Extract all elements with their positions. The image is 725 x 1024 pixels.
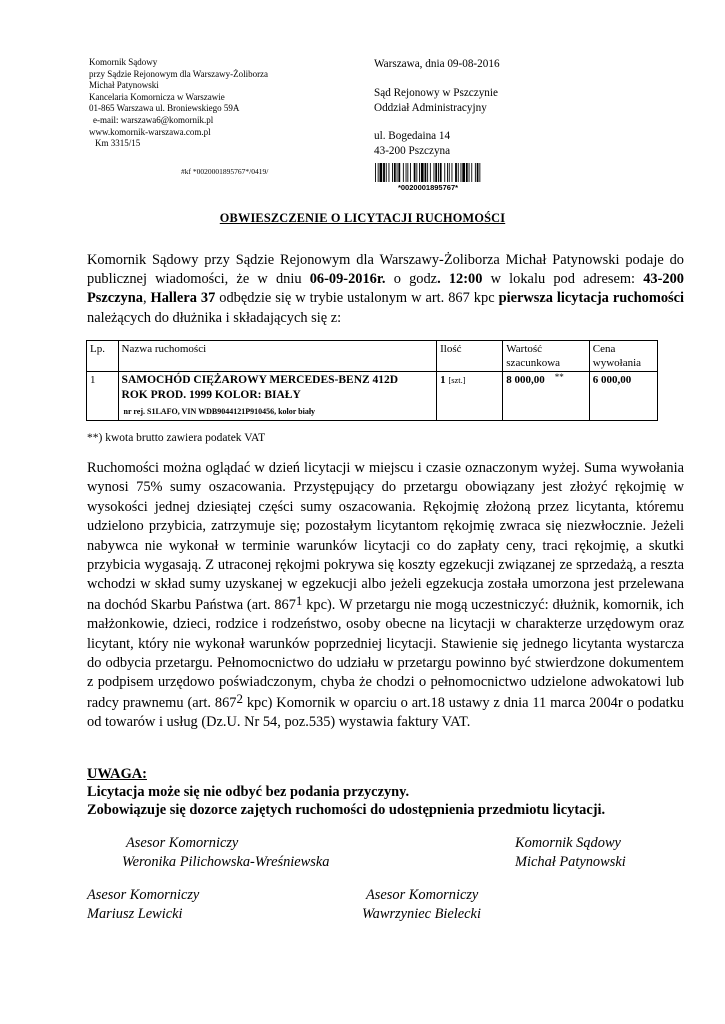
sender-email: e-mail: warszawa6@komornik.pl <box>93 114 214 125</box>
barcode-bar <box>392 163 393 182</box>
auction-date: 06-09-2016r. <box>309 271 386 288</box>
barcode-bar <box>466 163 468 182</box>
item-name-line: SAMOCHÓD CIĘŻAROWY MERCEDES-BENZ 412D <box>121 374 399 386</box>
barcode-bar <box>407 163 408 182</box>
reference-number: #kf *0020001895767*/0419/ <box>181 167 269 176</box>
barcode-bar <box>378 163 379 182</box>
header-lp: Lp. <box>87 341 119 372</box>
intro-text: , <box>142 290 151 307</box>
barcode-bar <box>419 163 420 182</box>
row-lp: 1 <box>87 372 119 421</box>
signature-name: Wawrzyniec Bielecki <box>362 906 481 922</box>
signature-block <box>515 834 626 872</box>
barcode-bar <box>380 163 383 182</box>
signature-block <box>362 886 481 924</box>
barcode-bar <box>469 163 470 182</box>
intro-text: odbędzie się w trybie ustalonym w art. 867 kpc <box>215 290 499 307</box>
intro-text: o godz <box>385 271 438 288</box>
intro-paragraph <box>87 251 684 328</box>
signature-name: Michał Patynowski <box>515 854 626 870</box>
value-footnote-mark: ** <box>554 372 564 382</box>
notice-heading: UWAGA: <box>87 766 147 782</box>
sender-line: przy Sądzie Rejonowym dla Warszawy-Żoliborza <box>89 68 269 79</box>
barcode-bar <box>403 163 404 182</box>
signature-block <box>87 886 199 924</box>
document-title: OBWIESZCZENIE O LICYTACJI RUCHOMOŚCI <box>219 211 506 225</box>
barcode-bar <box>449 163 450 182</box>
notice-block <box>87 765 605 819</box>
barcode-bar <box>414 163 416 182</box>
header-value: Wartość szacunkowa <box>503 341 590 372</box>
notice-line: Zobowiązuje się dozorce zajętych ruchomości do udostępnienia przedmiotu licytacji. <box>87 802 606 818</box>
barcode-bar <box>375 163 376 182</box>
article-superscript: 2 <box>236 690 243 706</box>
barcode-bar <box>394 163 396 182</box>
barcode-bar <box>416 163 417 182</box>
sender-line: Komornik Sądowy <box>89 57 158 67</box>
sender-line: Michał Patynowski <box>89 80 159 91</box>
auction-address-street: Hallera 37 <box>150 290 216 307</box>
barcode-bar <box>438 163 439 182</box>
sender-block <box>89 57 319 150</box>
barcode-bar <box>410 163 411 182</box>
barcode-bar <box>475 163 476 182</box>
row-value: 8 000,00 ** <box>503 372 590 421</box>
barcode-bar <box>447 163 448 182</box>
barcode-bar <box>458 163 459 182</box>
barcode-bar <box>398 163 400 182</box>
barcode-text: *0020001895767* <box>397 183 459 191</box>
items-table <box>86 340 658 421</box>
header-name: Nazwa ruchomości <box>118 341 437 372</box>
sender-website: www.komornik-warszawa.com.pl <box>89 126 211 137</box>
case-number: Km 3315/15 <box>95 138 141 149</box>
signature-role: Asesor Komorniczy <box>126 835 239 851</box>
sender-line: 01-865 Warszawa ul. Broniewskiego 59A <box>89 103 240 114</box>
auction-address-city: 43-200 Pszczyna <box>87 271 684 307</box>
barcode-bar <box>471 163 472 182</box>
barcode-bar <box>430 163 431 182</box>
recipient-name: Sąd Rejonowy w Pszczynie <box>374 87 498 99</box>
sender-line: Kancelaria Komornicza w Warszawie <box>89 91 225 102</box>
signature-name: Weronika Pilichowska-Wreśniewska <box>122 854 330 870</box>
barcode-bar <box>455 163 457 182</box>
barcode-bar <box>434 163 435 182</box>
barcode-bar <box>444 163 445 182</box>
header-price: Cena wywołania <box>589 341 657 372</box>
barcode-bar <box>397 163 398 182</box>
signature-name: Mariusz Lewicki <box>87 906 183 922</box>
recipient-dept: Oddział Administracyjny <box>374 102 487 114</box>
intro-text: w lokalu pod adresem: <box>482 271 644 288</box>
header-qty: Ilość <box>437 341 503 372</box>
barcode-bar <box>421 163 424 182</box>
barcode <box>374 163 482 191</box>
barcode-bar <box>389 163 390 182</box>
auction-type: pierwsza licytacja ruchomości <box>498 290 684 307</box>
item-details: nr rej. S1LAFO, VIN WDB9044121P910456, kolor biały <box>123 407 316 416</box>
signature-block <box>122 834 329 872</box>
recipient-city: 43-200 Pszczyna <box>374 145 451 157</box>
barcode-bar <box>406 163 407 182</box>
barcode-bar <box>461 163 462 182</box>
row-price: 6 000,00 <box>589 372 657 421</box>
qty-unit: [szt.] <box>448 375 466 385</box>
intro-text: należących do dłużnika i składających się z: <box>87 309 342 326</box>
signature-role: Asesor Komorniczy <box>87 887 200 903</box>
auction-time: . 12:00 <box>437 271 483 288</box>
row-name <box>118 372 437 421</box>
recipient-street: ul. Bogedaina 14 <box>374 130 451 142</box>
notice-line: Licytacja może się nie odbyć bez podania przyczyny. <box>87 784 410 800</box>
place-date: Warszawa, dnia 09-08-2016 <box>374 58 500 70</box>
signature-role: Komornik Sądowy <box>515 835 621 851</box>
item-name-line: ROK PROD. 1999 KOLOR: BIAŁY <box>121 389 301 401</box>
barcode-bar <box>427 163 428 182</box>
table-row <box>87 372 658 421</box>
footnote: **) kwota brutto zawiera podatek VAT <box>87 432 266 444</box>
row-qty: 1 [szt.] <box>437 372 503 421</box>
recipient-block <box>374 57 500 159</box>
barcode-bar <box>425 163 427 182</box>
table-header-row <box>87 341 658 372</box>
barcode-bar <box>435 163 437 182</box>
article-superscript: 1 <box>295 592 303 608</box>
barcode-bar <box>452 163 453 182</box>
barcode-bar <box>462 163 465 182</box>
barcode-bar <box>386 163 387 182</box>
barcode-bar <box>479 163 480 182</box>
barcode-bar <box>477 163 479 182</box>
intro-text: Komornik Sądowy przy Sądzie Rejonowym dla Warszawy-Żoliborza Michał Patynowski podaje do publicznej wiadomości, że w dniu <box>87 252 684 288</box>
body-paragraph: Ruchomości można oglądać w dzień licytacji w miejscu i czasie oznaczonym wyżej. Suma wywołania wynosi 75% sumy oszacowania. Przystępujący do przetargu obowiązany jest złożyć rękojmię w wysokości jednej dziesiątej części sumy oszacowania. Rękojmię złożoną przez licytanta, któremu udzielono przybicia, zatrzymuje się; pozostałym licytantom rękojmię zwraca się niezwłocznie. Jeżeli nabywca nie wykonał w terminie warunków licytacji co do zapłaty ceny, traci rękojmię, a skutki przybicia wygasają. Z utraconej rękojmi pokrywa się koszty egzekucji związanej ze sprzedażą, a reszta wchodzi w skład sumy uzyskanej w egzekucji albo jeżeli egzekucja została umorzona jest przelewana na dochód Skarbu Państwa (art. 8671 kpc). W przetargu nie mogą uczestniczyć: dłużnik, komornik, ich małżonkowie, dzieci, rodzice i rodzeństwo, osoby obecne na licytacji w charakterze urzędowym oraz licytant, który nie wykonał warunków poprzedniej licytacji. Stawienie się jednego licytanta wystarcza do odbycia przetargu. Pełnomocnictwo do udziału w przetargu powinno być stwierdzone dokumentem z podpisem urzędowo poświadczonym, chyba że chodzi o pełnomocnictwo udzielone adwokatowi lub radcy prawnemu (art. 8672 kpc) Komornik w oparciu o art.18 ustawy z dnia 11 marca 2004r o podatku od towarów i usług (Dz.U. Nr 54, poz.535) wystawia faktury VAT. <box>87 460 684 731</box>
signature-role: Asesor Komorniczy <box>366 887 479 903</box>
barcode-bar <box>383 163 385 182</box>
barcode-bars <box>375 163 480 182</box>
barcode-bar <box>440 163 442 182</box>
